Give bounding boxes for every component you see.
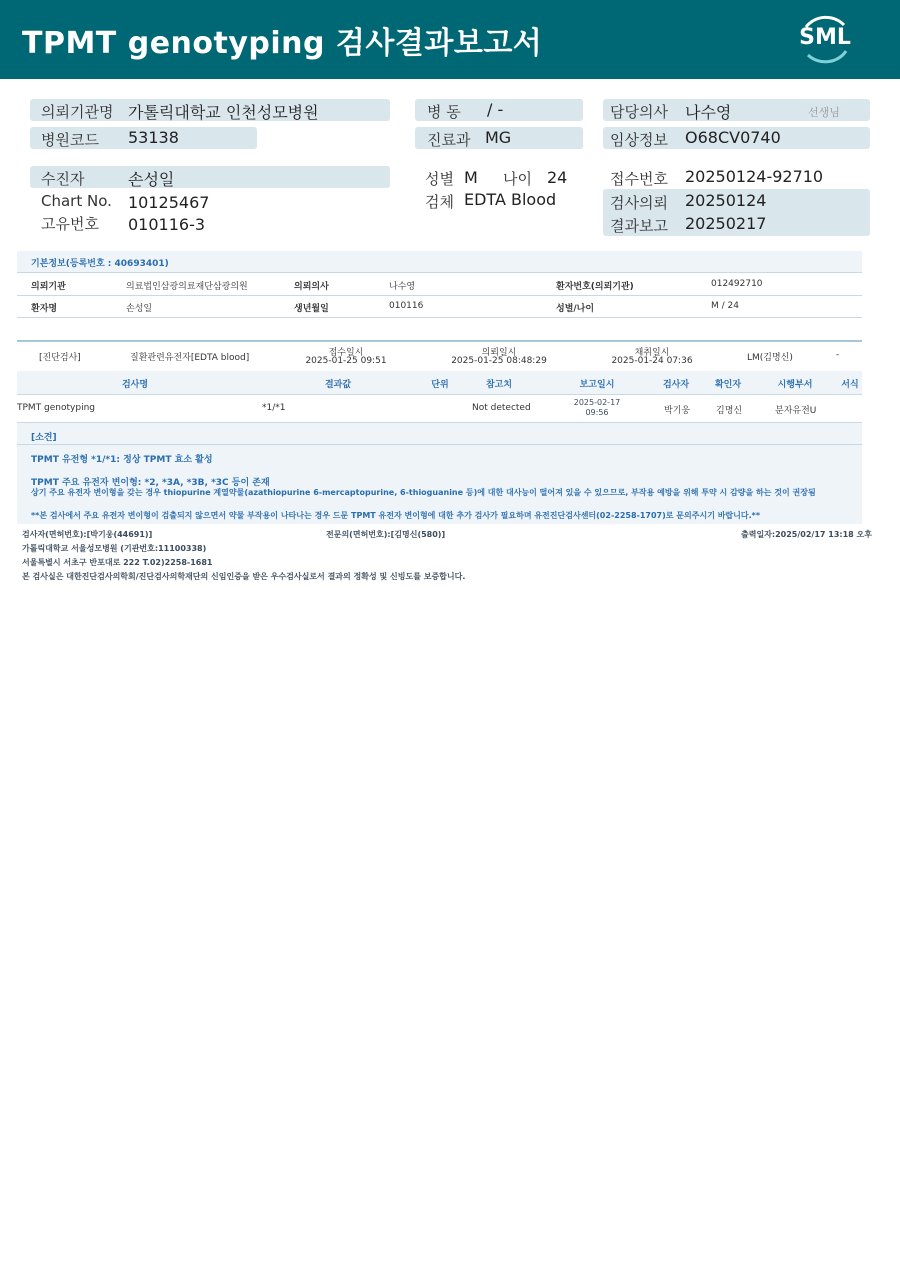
sexage-value: M / 24 (711, 301, 739, 311)
org-value: 의료법인삼광의료재단삼광의원 (126, 282, 248, 292)
specimen-label: 검체 (425, 193, 454, 211)
specimen-value: EDTA Blood (464, 190, 557, 209)
receipt-value: 20250124-92710 (685, 167, 824, 186)
footer-print-date: 출력일자:2025/02/17 13:18 오후 (741, 530, 872, 539)
sml-logo (796, 13, 854, 65)
divider (17, 272, 862, 273)
pt-name-value: 손성일 (126, 304, 153, 314)
org-label: 의뢰기관 (31, 282, 66, 292)
footer-address: 서울특별시 서초구 반포대로 222 T.02)2258-1681 (22, 558, 213, 567)
pt-name-label: 환자명 (31, 304, 58, 314)
pt-no-label: 환자번호(의뢰기관) (556, 282, 634, 292)
hospital-label: 의뢰기관명 (41, 103, 114, 121)
request-time-label: 의뢰일시 (481, 348, 517, 358)
dept-label: 진료과 (427, 131, 471, 149)
findings-line-2: TPMT 주요 유전자 변이형: *2, *3A, *3B, *3C 등이 존재 (31, 478, 270, 488)
hospital-code-label: 병원코드 (41, 131, 99, 149)
logo-text: SML (799, 25, 851, 50)
sex-value: M (464, 168, 478, 187)
clinical-label: 임상정보 (610, 131, 668, 149)
ward-value: / - (487, 100, 504, 119)
result-report-time: 09:56 (585, 408, 609, 417)
result-confirmer: 김명신 (716, 406, 743, 416)
clinical-value: O68CV0740 (685, 128, 781, 147)
id-value: 010116-3 (128, 215, 206, 234)
patient-label: 수진자 (41, 170, 85, 188)
col-header-confirmer: 확인자 (714, 380, 742, 390)
collect-time-value: 2025-01-24 07:36 (611, 356, 693, 366)
result-value: *1/*1 (262, 403, 286, 413)
report-title: TPMT genotyping 검사결과보고서 (22, 26, 543, 61)
test-info-dash: - (836, 350, 840, 360)
sex-label: 성별 (425, 170, 454, 188)
ward-label: 병 동 (427, 103, 461, 121)
req-doctor-value: 나수영 (389, 282, 416, 292)
age-label: 나이 (503, 170, 532, 188)
findings-band (17, 423, 862, 524)
col-header-name: 검사명 (121, 380, 149, 390)
col-header-unit: 단위 (431, 380, 449, 390)
divider (17, 444, 862, 445)
result-test-name: TPMT genotyping (17, 403, 95, 413)
doctor-label: 담당의사 (610, 103, 668, 121)
col-header-reference: 참고치 (485, 380, 513, 390)
sexage-label: 성별/나이 (556, 304, 595, 314)
chart-label: Chart No. (41, 192, 112, 210)
dept-value: MG (485, 128, 512, 147)
lm-name: LM(김명신) (747, 353, 793, 363)
footer-specialist: 전문의(면허번호):[김명신(580)] (326, 530, 446, 539)
dob-value: 010116 (389, 301, 424, 311)
findings-line-3: 상기 주요 유전자 변이형을 갖는 경우 thiopurine 계열약물(azathiopurine 6-mercaptopurine, 6-thioguanine 등)에 대한 대사능이 떨어져 있을 수 있으므로, 부작용 예방을 위해 투약 시 감량을 하는 것이 권장됨 (31, 488, 816, 497)
col-header-form: 서식 (841, 380, 859, 390)
req-doctor-label: 의뢰의사 (294, 282, 329, 292)
dob-label: 생년월일 (294, 304, 329, 314)
divider (17, 295, 862, 296)
id-label: 고유번호 (41, 215, 99, 233)
test-category: [진단검사] (39, 353, 81, 363)
patient-value: 손성일 (128, 170, 175, 189)
request-time-value: 2025-01-25 08:48:29 (451, 356, 547, 366)
pt-no-value: 012492710 (711, 279, 763, 289)
col-header-dept: 시행부서 (777, 380, 813, 390)
collect-time-label: 채취일시 (634, 348, 670, 358)
request-value: 20250124 (685, 191, 767, 210)
receipt-label: 접수번호 (610, 170, 668, 188)
report-header (0, 0, 900, 79)
result-dept: 분자유전U (775, 406, 817, 416)
test-group: 질환관련유전자[EDTA blood] (130, 353, 250, 363)
divider (17, 317, 862, 318)
findings-line-4: **본 검사에서 주요 유전자 변이형이 검출되지 않으면서 약물 부작용이 나타나는 경우 드문 TPMT 유전자 변이형에 대한 추가 검사가 필요하며 유전진단검사센터(02-2258-1707)로 문의주시기 바랍니다.** (31, 511, 761, 520)
age-value: 24 (547, 168, 568, 187)
col-header-report-date: 보고일시 (579, 380, 615, 390)
footer-certification: 본 검사실은 대한진단검사의학회/진단검사의학재단의 신임인증을 받은 우수검사실로서 결과의 정확성 및 신빙도를 보증합니다. (22, 572, 466, 581)
chart-value: 10125467 (128, 193, 210, 212)
footer-org: 가톨릭대학교 서울성모병원 (기관번호:11100338) (22, 544, 207, 553)
result-reference: Not detected (472, 403, 531, 413)
footer-tester: 검사자(면허번호):[박기웅(44691)] (22, 530, 153, 539)
receipt-time-label: 접수일시 (328, 348, 364, 358)
result-tester: 박기웅 (664, 406, 691, 416)
doctor-value: 나수영 (685, 103, 732, 122)
test-info-top-border (17, 340, 862, 342)
request-label: 검사의뢰 (610, 194, 668, 212)
hospital-value: 가톨릭대학교 인천성모병원 (128, 103, 319, 122)
divider (17, 394, 862, 395)
doctor-suffix: 선생님 (808, 106, 840, 119)
result-report-date: 2025-02-17 (573, 398, 621, 407)
findings-line-1: TPMT 유전형 *1/*1: 정상 TPMT 효소 활성 (31, 455, 213, 465)
col-header-tester: 검사자 (662, 380, 690, 390)
findings-title: [소견] (31, 433, 57, 443)
report-value: 20250217 (685, 214, 767, 233)
hospital-code-value: 53138 (128, 128, 179, 147)
col-header-result: 결과값 (324, 380, 352, 390)
report-label: 결과보고 (610, 217, 668, 235)
basic-info-title: 기본정보(등록번호 : 40693401) (31, 259, 169, 269)
receipt-time-value: 2025-01-25 09:51 (305, 356, 387, 366)
